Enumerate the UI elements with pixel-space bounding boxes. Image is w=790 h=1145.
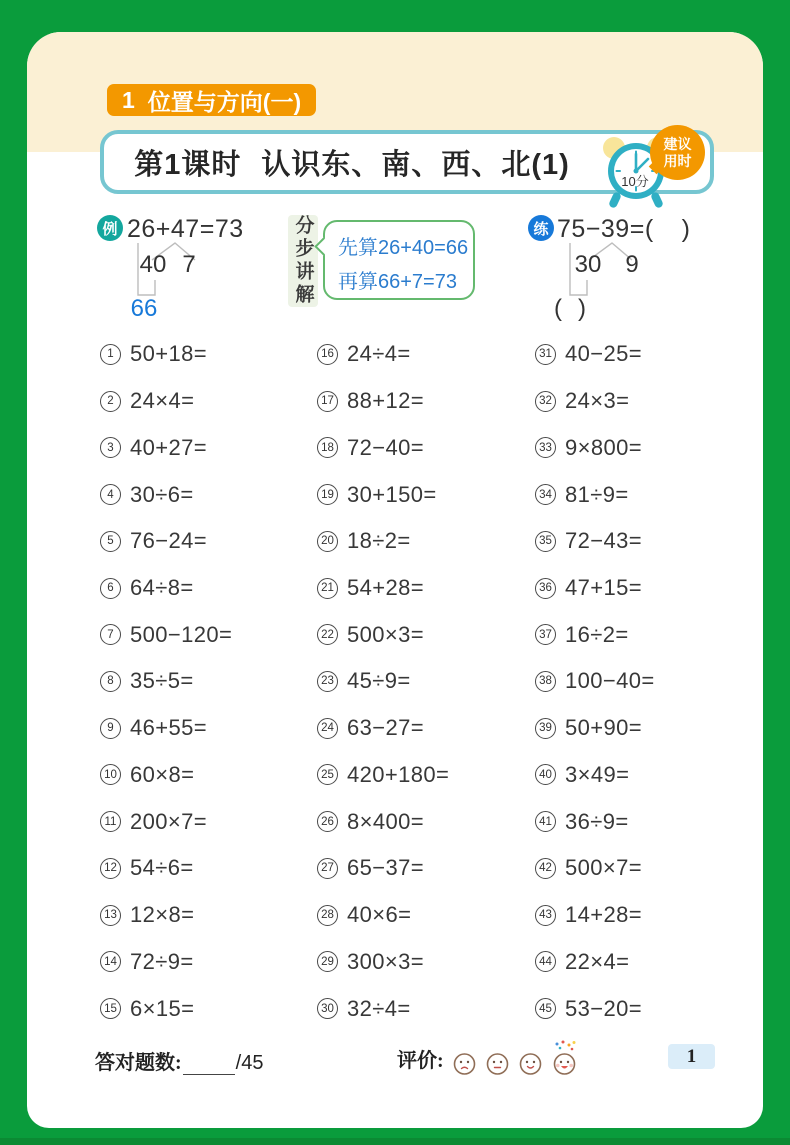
problem-number: 11 [100,811,121,832]
problem-item [317,611,535,658]
problem-item [535,378,755,425]
problem-item [535,471,755,518]
problem-item [100,565,317,612]
score-label: 答对题数: [95,1052,182,1074]
suggested-time-line1: 建议 [663,135,692,152]
problem-item [317,752,535,799]
score-total: /45 [235,1052,264,1074]
example-badge [97,215,123,241]
problem-expression: 9×800= [565,434,643,460]
problem-expression: 24×3= [565,388,630,414]
problem-number: 36 [535,578,556,599]
problem-number: 6 [100,578,121,599]
step-explain-label: 分步讲解 [288,215,318,307]
problem-expression: 500×3= [347,621,425,647]
chapter-number: 1 [122,86,135,113]
practice-branch-right: 9 [625,251,639,278]
problem-item [100,752,317,799]
score-line [95,1046,263,1075]
problem-item [535,798,755,845]
problem-expression: 30÷6= [130,481,194,507]
problem-number: 38 [535,671,556,692]
problem-expression: 50+18= [130,341,208,367]
problem-number: 18 [317,437,338,458]
problem-item [100,611,317,658]
problem-number: 8 [100,671,121,692]
sad-face-icon [452,1040,477,1076]
problem-number: 34 [535,484,556,505]
example-combined-value: 66 [130,295,158,322]
problem-number: 25 [317,764,338,785]
practice-equation-right: ) [681,215,691,243]
problem-number: 23 [317,671,338,692]
suggested-time-line2: 用时 [663,152,692,169]
problem-item [535,705,755,752]
problem-expression: 40+27= [130,434,208,460]
problem-number: 28 [317,905,338,926]
problem-expression: 500−120= [130,621,233,647]
problem-expression: 64÷8= [130,575,194,601]
practice-badge [528,215,554,241]
lesson-title [134,142,570,183]
problem-number: 32 [535,391,556,412]
problem-expression: 53−20= [565,995,643,1021]
problem-number: 29 [317,951,338,972]
problem-number: 7 [100,624,121,645]
problem-item [317,845,535,892]
practice-combined-blank [554,295,586,323]
problem-expression: 8×400= [347,808,425,834]
problem-item [100,939,317,986]
problem-item [317,565,535,612]
problem-expression: 72−43= [565,528,643,554]
problem-expression: 47+15= [565,575,643,601]
problem-number: 9 [100,718,121,739]
problem-expression: 60×8= [130,761,195,787]
problem-expression: 54+28= [347,575,425,601]
problem-expression: 16÷2= [565,621,629,647]
problem-number: 27 [317,858,338,879]
page-number-badge [668,1044,715,1069]
problem-item [535,331,755,378]
problem-number: 20 [317,531,338,552]
problem-number: 21 [317,578,338,599]
example-equation: 26+47=73 [127,215,244,243]
problem-item [100,985,317,1032]
problem-number: 19 [317,484,338,505]
problem-number: 40 [535,764,556,785]
problem-item [317,331,535,378]
problem-expression: 40−25= [565,341,643,367]
problem-item [100,658,317,705]
score-answer-blank [183,1053,235,1075]
practice-combined-right: ) [578,295,586,322]
problem-item [100,424,317,471]
problem-expression: 200×7= [130,808,208,834]
problem-number: 42 [535,858,556,879]
neutral-face-icon [485,1040,510,1076]
problem-number: 37 [535,624,556,645]
problem-expression: 63−27= [347,715,425,741]
problem-expression: 22×4= [565,948,630,974]
problem-number: 33 [535,437,556,458]
clock-duration-label: 10分 [621,174,649,189]
problem-expression: 65−37= [347,855,425,881]
problem-item [100,892,317,939]
problem-number: 12 [100,858,121,879]
practice-badge-label: 练 [533,221,549,238]
problem-item [317,378,535,425]
problem-item [317,518,535,565]
problem-expression: 76−24= [130,528,208,554]
problem-expression: 45÷9= [347,668,411,694]
problems-grid [100,331,755,1032]
problem-number: 26 [317,811,338,832]
rating-line [397,1040,578,1076]
problem-item [100,518,317,565]
example-badge-label: 例 [102,221,118,238]
problem-expression: 12×8= [130,902,195,928]
problem-number: 4 [100,484,121,505]
problem-expression: 100−40= [565,668,655,694]
explain-step2: 再算66+7=73 [338,271,457,293]
problem-item [317,892,535,939]
lesson-name: 认识东、南、西、北(1) [261,148,570,181]
problem-number: 5 [100,531,121,552]
problem-item [535,424,755,471]
problem-expression: 300×3= [347,948,425,974]
suggested-time-badge [650,125,705,180]
problem-item [317,985,535,1032]
problem-item [535,939,755,986]
problem-number: 2 [100,391,121,412]
practice-equation-left: 75−39=( [557,215,654,243]
problem-expression: 72÷9= [130,948,194,974]
explain-step1: 先算26+40=66 [338,237,469,259]
problem-expression: 46+55= [130,715,208,741]
problem-expression: 3×49= [565,761,630,787]
lesson-number: 第1课时 [134,148,242,181]
problem-expression: 40×6= [347,902,412,928]
problem-number: 31 [535,344,556,365]
problem-number: 17 [317,391,338,412]
smile-face-icon [518,1040,543,1076]
example-branch-right: 7 [182,251,196,278]
problem-item [535,518,755,565]
problem-item [317,798,535,845]
page-bottom-edge [0,1138,790,1145]
problem-item [535,752,755,799]
example-branch-left: 40 [139,251,167,278]
problem-number: 39 [535,718,556,739]
problem-number: 45 [535,998,556,1019]
problem-item [100,845,317,892]
chapter-badge [107,84,316,116]
problem-item [535,892,755,939]
page-panel [27,32,763,1128]
problem-expression: 50+90= [565,715,643,741]
problem-number: 15 [100,998,121,1019]
problem-item [535,565,755,612]
problem-expression: 32÷4= [347,995,411,1021]
problem-number: 14 [100,951,121,972]
problem-number: 43 [535,905,556,926]
problem-expression: 500×7= [565,855,643,881]
problem-expression: 24×4= [130,388,195,414]
step-explain-bubble [323,220,475,300]
problem-item [100,798,317,845]
problem-item [535,845,755,892]
problem-number: 44 [535,951,556,972]
problem-expression: 35÷5= [130,668,194,694]
problem-expression: 14+28= [565,902,643,928]
problem-item [317,471,535,518]
problem-number: 41 [535,811,556,832]
page-number: 1 [686,1045,697,1067]
problem-number: 30 [317,998,338,1019]
problem-expression: 81÷9= [565,481,629,507]
practice-branch-left: 30 [574,251,602,278]
problem-number: 10 [100,764,121,785]
rating-label: 评价: [397,1050,444,1072]
practice-equation [557,215,690,244]
problem-expression: 420+180= [347,761,450,787]
problem-expression: 36÷9= [565,808,629,834]
problem-item [535,985,755,1032]
problem-number: 13 [100,905,121,926]
problem-number: 35 [535,531,556,552]
problem-item [100,331,317,378]
problem-item [535,658,755,705]
chapter-title: 位置与方向(一) [147,88,302,115]
problem-expression: 88+12= [347,388,425,414]
problem-number: 16 [317,344,338,365]
problem-expression: 24÷4= [347,341,411,367]
problem-item [317,705,535,752]
problem-expression: 72−40= [347,434,425,460]
practice-combined-left: ( [554,295,562,322]
problem-item [317,658,535,705]
problem-item [317,939,535,986]
problem-number: 24 [317,718,338,739]
problem-item [100,471,317,518]
problem-expression: 30+150= [347,481,437,507]
problem-expression: 54÷6= [130,855,194,881]
problem-item [100,378,317,425]
problem-expression: 6×15= [130,995,195,1021]
problem-number: 1 [100,344,121,365]
problem-number: 3 [100,437,121,458]
problem-item [100,705,317,752]
happy-face-confetti-icon [551,1040,578,1076]
problem-number: 22 [317,624,338,645]
problem-item [535,611,755,658]
problem-item [317,424,535,471]
problem-expression: 18÷2= [347,528,411,554]
